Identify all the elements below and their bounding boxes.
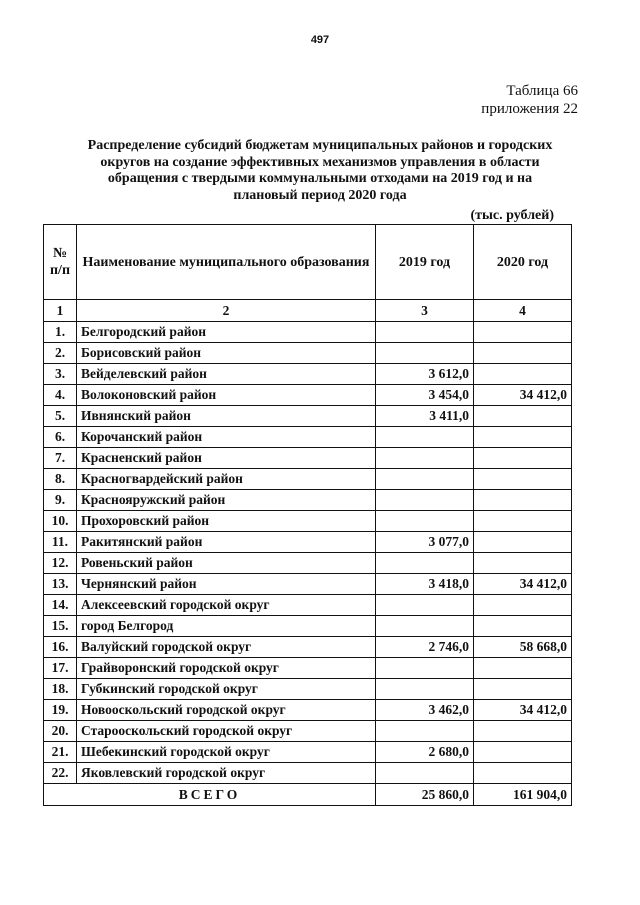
row-municipality-name: Валуйский городской округ [77, 637, 376, 658]
units-label: (тыс. рублей) [470, 208, 554, 223]
title-line: плановый период 2020 года [233, 187, 407, 203]
table-row [44, 553, 572, 574]
table-body [44, 225, 572, 806]
row-value-2019 [376, 490, 474, 511]
row-value-2019: 3 077,0 [376, 532, 474, 553]
annex-appendix-number: приложения 22 [481, 101, 578, 117]
row-municipality-name: Ракитянский район [77, 532, 376, 553]
total-row [44, 784, 572, 806]
table-row [44, 658, 572, 679]
row-municipality-name: Борисовский район [77, 343, 376, 364]
row-value-2020 [474, 658, 572, 679]
row-number: 9. [44, 490, 77, 511]
table-row [44, 385, 572, 406]
row-value-2020: 34 412,0 [474, 700, 572, 721]
row-value-2020 [474, 721, 572, 742]
row-value-2019 [376, 511, 474, 532]
row-value-2020 [474, 406, 572, 427]
row-municipality-name: Прохоровский район [77, 511, 376, 532]
row-value-2019 [376, 721, 474, 742]
table-row [44, 574, 572, 595]
column-number: 2 [77, 300, 376, 322]
row-municipality-name: Шебекинский городской округ [77, 742, 376, 763]
row-value-2020 [474, 763, 572, 784]
table-row [44, 511, 572, 532]
header-2020: 2020 год [474, 225, 572, 300]
table-row [44, 742, 572, 763]
row-value-2020: 34 412,0 [474, 385, 572, 406]
row-municipality-name: Красногвардейский район [77, 469, 376, 490]
table-row [44, 343, 572, 364]
row-number: 8. [44, 469, 77, 490]
table-row [44, 679, 572, 700]
row-number: 12. [44, 553, 77, 574]
page-number: 497 [310, 34, 330, 46]
row-value-2019 [376, 616, 474, 637]
row-value-2020 [474, 679, 572, 700]
title-line: округов на создание эффективных механизмов управления в области [100, 154, 540, 170]
table-row [44, 406, 572, 427]
row-municipality-name: Краснояружский район [77, 490, 376, 511]
row-value-2019: 2 746,0 [376, 637, 474, 658]
row-municipality-name: город Белгород [77, 616, 376, 637]
annex-reference [481, 82, 578, 118]
row-value-2020 [474, 616, 572, 637]
header-num: № п/п [44, 225, 77, 300]
row-number: 11. [44, 532, 77, 553]
table-row [44, 469, 572, 490]
row-municipality-name: Белгородский район [77, 322, 376, 343]
row-number: 18. [44, 679, 77, 700]
row-number: 16. [44, 637, 77, 658]
row-number: 21. [44, 742, 77, 763]
subsidy-table [43, 224, 572, 806]
row-municipality-name: Вейделевский район [77, 364, 376, 385]
row-municipality-name: Алексеевский городской округ [77, 595, 376, 616]
title-line: обращения с твердыми коммунальными отходами на 2019 год и на [107, 171, 533, 186]
row-municipality-name: Красненский район [77, 448, 376, 469]
row-municipality-name: Яковлевский городской округ [77, 763, 376, 784]
header-name: Наименование муниципального образования [77, 225, 376, 300]
title-line: Распределение субсидий бюджетам муниципальных районов и городских [87, 138, 553, 153]
column-number-row [44, 300, 572, 322]
row-value-2019 [376, 427, 474, 448]
row-value-2020 [474, 469, 572, 490]
row-value-2020 [474, 343, 572, 364]
row-number: 13. [44, 574, 77, 595]
row-value-2020 [474, 742, 572, 763]
row-value-2020 [474, 553, 572, 574]
row-value-2020: 34 412,0 [474, 574, 572, 595]
row-number: 22. [44, 763, 77, 784]
column-number: 1 [44, 300, 77, 322]
row-number: 20. [44, 721, 77, 742]
total-value-2019: 25 860,0 [376, 784, 474, 806]
row-value-2019 [376, 343, 474, 364]
row-value-2019 [376, 658, 474, 679]
row-number: 17. [44, 658, 77, 679]
row-value-2019 [376, 763, 474, 784]
total-value-2020: 161 904,0 [474, 784, 572, 806]
row-number: 10. [44, 511, 77, 532]
table-header-row [44, 225, 572, 300]
row-value-2019: 3 462,0 [376, 700, 474, 721]
row-municipality-name: Ивнянский район [77, 406, 376, 427]
row-value-2020 [474, 595, 572, 616]
table-row [44, 700, 572, 721]
table-row [44, 637, 572, 658]
row-value-2019 [376, 679, 474, 700]
row-number: 3. [44, 364, 77, 385]
annex-table-number: Таблица 66 [506, 83, 578, 99]
document-title [60, 138, 580, 204]
table-row [44, 427, 572, 448]
row-municipality-name: Корочанский район [77, 427, 376, 448]
table-row [44, 322, 572, 343]
table-row [44, 532, 572, 553]
total-label: ВСЕГО [44, 784, 376, 806]
table-row [44, 721, 572, 742]
row-number: 4. [44, 385, 77, 406]
row-value-2019 [376, 322, 474, 343]
row-value-2020: 58 668,0 [474, 637, 572, 658]
table-row [44, 616, 572, 637]
table-row [44, 448, 572, 469]
header-2019: 2019 год [376, 225, 474, 300]
row-municipality-name: Новооскольский городской округ [77, 700, 376, 721]
row-value-2019: 2 680,0 [376, 742, 474, 763]
table-row [44, 763, 572, 784]
row-number: 2. [44, 343, 77, 364]
row-number: 14. [44, 595, 77, 616]
row-value-2019 [376, 553, 474, 574]
row-value-2020 [474, 490, 572, 511]
row-value-2019: 3 411,0 [376, 406, 474, 427]
row-value-2019 [376, 469, 474, 490]
row-value-2020 [474, 322, 572, 343]
row-value-2019: 3 612,0 [376, 364, 474, 385]
row-municipality-name: Чернянский район [77, 574, 376, 595]
table-row [44, 364, 572, 385]
column-number: 3 [376, 300, 474, 322]
row-number: 19. [44, 700, 77, 721]
row-number: 6. [44, 427, 77, 448]
table-row [44, 595, 572, 616]
row-value-2019 [376, 448, 474, 469]
row-value-2020 [474, 448, 572, 469]
row-municipality-name: Ровеньский район [77, 553, 376, 574]
row-number: 1. [44, 322, 77, 343]
table-row [44, 490, 572, 511]
row-municipality-name: Волоконовский район [77, 385, 376, 406]
row-value-2020 [474, 427, 572, 448]
row-value-2019: 3 418,0 [376, 574, 474, 595]
row-value-2020 [474, 511, 572, 532]
row-municipality-name: Грайворонский городской округ [77, 658, 376, 679]
column-number: 4 [474, 300, 572, 322]
row-value-2020 [474, 364, 572, 385]
row-number: 15. [44, 616, 77, 637]
row-value-2020 [474, 532, 572, 553]
row-value-2019 [376, 595, 474, 616]
row-number: 7. [44, 448, 77, 469]
row-number: 5. [44, 406, 77, 427]
row-value-2019: 3 454,0 [376, 385, 474, 406]
row-municipality-name: Губкинский городской округ [77, 679, 376, 700]
row-municipality-name: Старооскольский городской округ [77, 721, 376, 742]
